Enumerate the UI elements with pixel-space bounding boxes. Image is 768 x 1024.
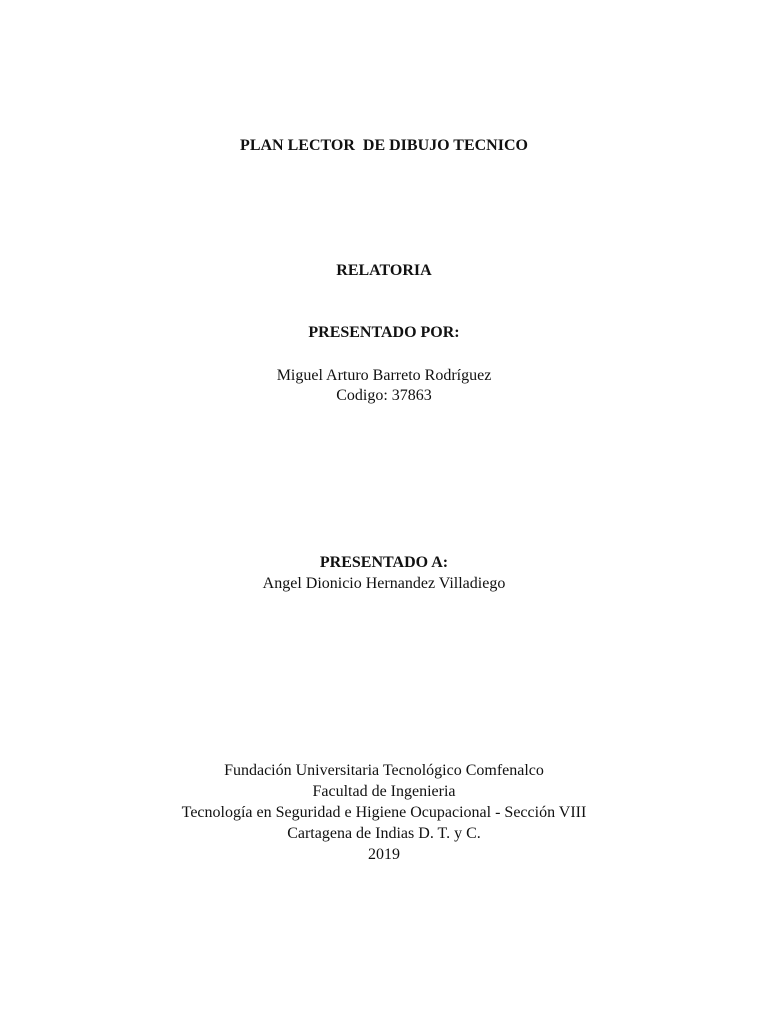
author-code: Codigo: 37863 xyxy=(336,387,432,404)
institution-name: Fundación Universitaria Tecnológico Comfenalco xyxy=(224,762,544,779)
city-name: Cartagena de Indias D. T. y C. xyxy=(287,825,481,842)
program-name: Tecnología en Seguridad e Higiene Ocupacional - Sección VIII xyxy=(181,804,587,821)
document-subtitle: RELATORIA xyxy=(336,262,432,279)
presented-to-heading: PRESENTADO A: xyxy=(319,554,449,571)
faculty-name: Facultad de Ingenieria xyxy=(312,783,456,800)
recipient-name: Angel Dionicio Hernandez Villadiego xyxy=(262,575,506,592)
document-title: PLAN LECTOR DE DIBUJO TECNICO xyxy=(240,137,528,154)
presented-by-heading: PRESENTADO POR: xyxy=(308,324,460,341)
author-name: Miguel Arturo Barreto Rodríguez xyxy=(276,367,492,384)
document-year: 2019 xyxy=(368,846,400,863)
